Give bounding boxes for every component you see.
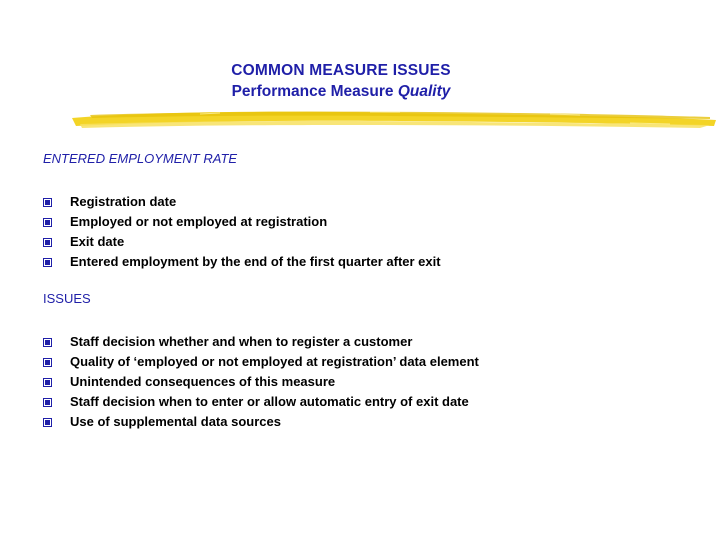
list-item-text: Exit date [70, 234, 125, 249]
criteria-list [43, 192, 441, 272]
square-bullet-icon [43, 378, 52, 387]
list-item [43, 332, 479, 352]
list-item [43, 252, 441, 272]
square-bullet-icon [43, 218, 52, 227]
list-item [43, 392, 479, 412]
subtitle-emphasis: Quality [397, 83, 451, 100]
list-item-text: Staff decision when to enter or allow automatic entry of exit date [70, 394, 469, 409]
highlighter-swoosh [70, 104, 720, 134]
list-item [43, 352, 479, 372]
list-item [43, 412, 479, 432]
section-heading-issues: ISSUES [43, 291, 91, 306]
square-bullet-icon [43, 198, 52, 207]
list-item-text: Staff decision whether and when to register a customer [70, 334, 413, 349]
title-main: COMMON MEASURE ISSUES [231, 62, 451, 79]
square-bullet-icon [43, 398, 52, 407]
square-bullet-icon [43, 358, 52, 367]
list-item [43, 232, 441, 252]
slide-title [0, 62, 720, 101]
list-item-text: Use of supplemental data sources [70, 414, 281, 429]
list-item [43, 192, 441, 212]
title-subtitle [0, 83, 720, 101]
square-bullet-icon [43, 238, 52, 247]
list-item-text: Entered employment by the end of the first quarter after exit [70, 254, 441, 269]
square-bullet-icon [43, 338, 52, 347]
list-item [43, 372, 479, 392]
subtitle-text: Performance Measure [231, 83, 398, 100]
list-item-text: Employed or not employed at registration [70, 214, 328, 229]
square-bullet-icon [43, 258, 52, 267]
list-item-text: Unintended consequences of this measure [70, 374, 336, 389]
section-heading-entered-employment: ENTERED EMPLOYMENT RATE [43, 151, 238, 166]
list-item-text: Registration date [70, 194, 177, 209]
list-item-text: Quality of ‘employed or not employed at registration’ data element [70, 354, 479, 369]
issues-list [43, 332, 479, 432]
list-item [43, 212, 441, 232]
square-bullet-icon [43, 418, 52, 427]
